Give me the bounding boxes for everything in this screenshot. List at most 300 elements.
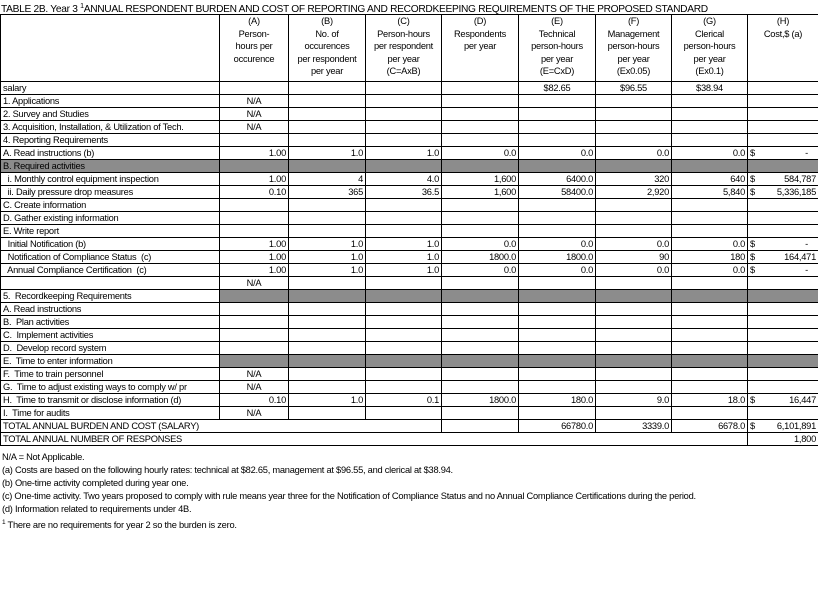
- table-row: [1, 303, 818, 316]
- table-row: [1, 342, 818, 355]
- column-header-line: (Ex0.1): [695, 66, 724, 77]
- table-cell: [442, 134, 519, 147]
- table-row: [1, 355, 818, 368]
- table-cell: [289, 355, 366, 368]
- row-label: H. Time to transmit or disclose information (d): [1, 394, 220, 407]
- table-cell: [220, 342, 289, 355]
- row-label: B. Required activities: [1, 160, 220, 173]
- table-cell: [596, 277, 672, 290]
- table-cell: [366, 329, 442, 342]
- row-label: 3. Acquisition, Installation, & Utilization of Tech.: [1, 121, 220, 134]
- table-cell: 4: [289, 173, 366, 186]
- note-line: (c) One-time activity. Two years proposed to comply with rule means year three for the Notification of Compliance Status and no Annual Compliance Certifications during the period.: [2, 491, 696, 502]
- column-header: [596, 15, 672, 82]
- table-cell: 1.0: [289, 147, 366, 160]
- table-cell: [672, 407, 748, 420]
- footnote-mark: 1: [2, 519, 6, 527]
- table-cell: [748, 381, 818, 394]
- table-cell: 0.0: [596, 238, 672, 251]
- table-cell: [366, 303, 442, 316]
- table-cell: [220, 82, 289, 95]
- row-label: G. Time to adjust existing ways to comply w/ pr: [1, 381, 220, 394]
- table-cell: 0.0: [596, 147, 672, 160]
- row-label: C. Implement activities: [1, 329, 220, 342]
- table-cell: [596, 160, 672, 173]
- table-cell: [596, 225, 672, 238]
- total-cost-value: 6,101,891: [776, 421, 816, 431]
- table-cell: [519, 316, 596, 329]
- table-cell: [519, 407, 596, 420]
- column-header: [220, 15, 289, 82]
- table-cell: 0.0: [672, 264, 748, 277]
- column-header-line: Management: [607, 28, 660, 39]
- table-cell: 2,920: [596, 186, 672, 199]
- total-burden-label: TOTAL ANNUAL BURDEN AND COST (SALARY): [1, 420, 442, 433]
- column-header-line: person-hours: [683, 41, 736, 52]
- table-cell: [672, 303, 748, 316]
- column-header-line: person-hours: [531, 41, 583, 52]
- table-cell: [442, 82, 519, 95]
- table-cell: [366, 277, 442, 290]
- table-cell: [672, 134, 748, 147]
- table-row: [1, 173, 818, 186]
- total-responses-row: [1, 433, 818, 446]
- table-cell: [519, 342, 596, 355]
- table-cell: 1.0: [289, 394, 366, 407]
- column-header-line: Clerical: [695, 28, 724, 39]
- table-cell: [596, 290, 672, 303]
- table-cell: [366, 381, 442, 394]
- table-cell: N/A: [220, 277, 289, 290]
- column-header: [748, 15, 818, 82]
- table-cell: [748, 225, 818, 238]
- table-cell: [748, 160, 818, 173]
- cost-value: -: [805, 148, 808, 158]
- table-cell: [672, 121, 748, 134]
- column-header-line: (H): [776, 16, 790, 26]
- table-cell: 0.0: [596, 264, 672, 277]
- row-label: E. Write report: [1, 225, 220, 238]
- table-cell: [519, 199, 596, 212]
- table-row: [1, 95, 818, 108]
- table-cell: [366, 290, 442, 303]
- table-cell: [289, 381, 366, 394]
- cost-value: 584,787: [784, 174, 816, 184]
- table-notes: [2, 451, 696, 533]
- column-header-line: No. of: [315, 28, 339, 39]
- row-label: D. Develop record system: [1, 342, 220, 355]
- table-cell: 1.00: [220, 251, 289, 264]
- table-row: [1, 134, 818, 147]
- table-cell: [289, 290, 366, 303]
- table-cell: [366, 407, 442, 420]
- table-row: [1, 277, 818, 290]
- table-cell: [289, 160, 366, 173]
- table-cell: [748, 238, 818, 251]
- table-cell: 4.0: [366, 173, 442, 186]
- column-header-line: per year: [540, 53, 574, 64]
- title-prefix: TABLE 2B. Year 3: [1, 4, 78, 15]
- table-cell: [596, 355, 672, 368]
- currency-symbol: $: [750, 395, 755, 405]
- table-row: [1, 147, 818, 160]
- table-cell: [519, 277, 596, 290]
- table-cell: 6400.0: [519, 173, 596, 186]
- table-cell: [366, 160, 442, 173]
- row-label: ii. Daily pressure drop measures: [1, 186, 220, 199]
- cost-value: 16,447: [789, 395, 816, 405]
- table-cell: 365: [289, 186, 366, 199]
- table-cell: 1800.0: [442, 394, 519, 407]
- table-cell: [672, 355, 748, 368]
- column-header-line: per year: [310, 66, 344, 77]
- table-cell: [748, 134, 818, 147]
- total-tech-hours: 66780.0: [519, 420, 596, 433]
- table-cell: [519, 95, 596, 108]
- table-cell: 1.0: [366, 238, 442, 251]
- table-row: [1, 407, 818, 420]
- table-cell: [442, 420, 519, 433]
- column-header-line: person-hours: [607, 41, 660, 52]
- row-label: 1. Applications: [1, 95, 220, 108]
- table-cell: [442, 303, 519, 316]
- table-cell: [596, 134, 672, 147]
- table-cell: [366, 212, 442, 225]
- table-cell: [442, 329, 519, 342]
- table-row: [1, 121, 818, 134]
- table-cell: [748, 303, 818, 316]
- footnote-line: [2, 516, 696, 532]
- row-label: Annual Compliance Certification (c): [1, 264, 220, 277]
- cost-value: -: [805, 239, 808, 249]
- table-cell: [748, 316, 818, 329]
- column-header-line: per year: [463, 41, 497, 52]
- table-row: [1, 238, 818, 251]
- table-row: [1, 186, 818, 199]
- row-label: Initial Notification (b): [1, 238, 220, 251]
- table-cell: 58400.0: [519, 186, 596, 199]
- row-label: F. Time to train personnel: [1, 368, 220, 381]
- table-cell: 9.0: [596, 394, 672, 407]
- table-cell: [366, 95, 442, 108]
- column-header-line: Person-hours: [377, 28, 430, 39]
- table-cell: [289, 303, 366, 316]
- table-cell: [442, 355, 519, 368]
- column-header: [366, 15, 442, 82]
- table-cell: [519, 381, 596, 394]
- row-label: C. Create information: [1, 199, 220, 212]
- table-cell: [220, 160, 289, 173]
- column-header-line: per respondent: [373, 41, 434, 52]
- row-label: B. Plan activities: [1, 316, 220, 329]
- cost-value: 5,336,185: [776, 187, 816, 197]
- table-cell: 1.0: [289, 238, 366, 251]
- table-cell: [672, 160, 748, 173]
- table-cell: [442, 225, 519, 238]
- table-cell: [366, 342, 442, 355]
- table-cell: [220, 212, 289, 225]
- table-cell: [672, 368, 748, 381]
- table-cell: 1.0: [289, 264, 366, 277]
- table-cell: [289, 225, 366, 238]
- table-cell: [596, 95, 672, 108]
- table-cell: [748, 147, 818, 160]
- table-cell: $38.94: [672, 82, 748, 95]
- table-cell: [366, 108, 442, 121]
- total-cost: [748, 420, 818, 433]
- table-row: [1, 82, 818, 95]
- row-label: Notification of Compliance Status (c): [1, 251, 220, 264]
- note-line: (a) Costs are based on the following hourly rates: technical at $82.65, management at $96.55, and clerical at $38.94.: [2, 465, 453, 476]
- table-cell: 0.10: [220, 394, 289, 407]
- column-header-line: (B): [321, 16, 333, 26]
- table-cell: [519, 368, 596, 381]
- cost-value: 164,471: [784, 252, 816, 262]
- table-cell: [289, 407, 366, 420]
- table-cell: 1.00: [220, 264, 289, 277]
- table-cell: [596, 108, 672, 121]
- table-cell: [366, 134, 442, 147]
- table-cell: [220, 329, 289, 342]
- table-cell: [596, 342, 672, 355]
- table-cell: [442, 381, 519, 394]
- table-row: [1, 160, 818, 173]
- table-cell: [596, 199, 672, 212]
- table-cell: [748, 394, 818, 407]
- table-cell: 1800.0: [519, 251, 596, 264]
- currency-symbol: $: [750, 174, 755, 184]
- table-cell: 0.0: [672, 238, 748, 251]
- table-row: [1, 108, 818, 121]
- table-cell: [748, 108, 818, 121]
- table-cell: [366, 225, 442, 238]
- column-header-line: (C): [397, 16, 410, 26]
- table-cell: 0.0: [672, 147, 748, 160]
- table-cell: [519, 212, 596, 225]
- table-cell: [748, 407, 818, 420]
- table-cell: 1.0: [366, 251, 442, 264]
- table-cell: 180.0: [519, 394, 596, 407]
- row-label: 4. Reporting Requirements: [1, 134, 220, 147]
- table-cell: [220, 290, 289, 303]
- row-label: salary: [1, 82, 220, 95]
- table-cell: [748, 121, 818, 134]
- header-row: [1, 15, 818, 82]
- table-cell: [220, 355, 289, 368]
- table-cell: [596, 121, 672, 134]
- table-cell: [220, 199, 289, 212]
- table-cell: [442, 368, 519, 381]
- row-label: 2. Survey and Studies: [1, 108, 220, 121]
- table-row: [1, 199, 818, 212]
- column-header-line: per year: [387, 53, 420, 64]
- column-header-line: hours per: [235, 41, 273, 52]
- table-cell: 1.00: [220, 173, 289, 186]
- row-label: E. Time to enter information: [1, 355, 220, 368]
- table-cell: [366, 121, 442, 134]
- table-cell: N/A: [220, 108, 289, 121]
- table-cell: [596, 316, 672, 329]
- table-cell: [289, 108, 366, 121]
- table-cell: 0.0: [519, 264, 596, 277]
- row-label: i. Monthly control equipment inspection: [1, 173, 220, 186]
- table-cell: [519, 225, 596, 238]
- table-cell: [748, 212, 818, 225]
- table-cell: [748, 355, 818, 368]
- column-header-line: (A): [248, 16, 260, 26]
- table-cell: 0.0: [442, 264, 519, 277]
- table-cell: [366, 82, 442, 95]
- column-header-line: (Ex0.05): [616, 66, 651, 77]
- table-cell: N/A: [220, 121, 289, 134]
- table-cell: [672, 316, 748, 329]
- table-cell: 18.0: [672, 394, 748, 407]
- table-cell: 640: [672, 173, 748, 186]
- table-cell: [442, 342, 519, 355]
- table-cell: [442, 316, 519, 329]
- row-label: A. Read instructions: [1, 303, 220, 316]
- table-row: [1, 368, 818, 381]
- table-cell: $96.55: [596, 82, 672, 95]
- table-cell: 0.0: [519, 147, 596, 160]
- table-cell: [366, 355, 442, 368]
- table-cell: [289, 212, 366, 225]
- table-cell: [748, 186, 818, 199]
- table-cell: [442, 407, 519, 420]
- table-cell: [442, 212, 519, 225]
- table-cell: [442, 160, 519, 173]
- table-cell: [220, 225, 289, 238]
- table-cell: [672, 199, 748, 212]
- table-cell: [748, 264, 818, 277]
- table-cell: [519, 160, 596, 173]
- table-cell: 0.1: [366, 394, 442, 407]
- table-cell: [672, 342, 748, 355]
- table-cell: 180: [672, 251, 748, 264]
- row-label: 5. Recordkeeping Requirements: [1, 290, 220, 303]
- table-cell: [442, 95, 519, 108]
- table-cell: [596, 407, 672, 420]
- table-cell: 1,600: [442, 186, 519, 199]
- table-cell: [220, 316, 289, 329]
- column-header-line: Cost,$ (a): [763, 28, 803, 39]
- table-cell: [748, 95, 818, 108]
- column-header: [289, 15, 366, 82]
- total-responses-label: TOTAL ANNUAL NUMBER OF RESPONSES: [1, 433, 748, 446]
- table-cell: [220, 134, 289, 147]
- table-cell: [519, 121, 596, 134]
- table-cell: [748, 368, 818, 381]
- table-cell: N/A: [220, 407, 289, 420]
- table-cell: [672, 381, 748, 394]
- table-cell: [289, 316, 366, 329]
- table-cell: [289, 368, 366, 381]
- table-cell: 1.0: [366, 264, 442, 277]
- table-row: [1, 212, 818, 225]
- table-cell: 1.00: [220, 238, 289, 251]
- note-line: N/A = Not Applicable.: [2, 452, 85, 462]
- column-header-line: (D): [473, 16, 487, 26]
- table-cell: [748, 342, 818, 355]
- table-cell: [748, 173, 818, 186]
- table-cell: [289, 277, 366, 290]
- table-cell: [289, 95, 366, 108]
- column-header-line: (C=AxB): [386, 66, 421, 77]
- column-header-line: Technical: [538, 28, 576, 39]
- table-cell: N/A: [220, 368, 289, 381]
- currency-symbol: $: [750, 421, 755, 431]
- table-cell: [519, 290, 596, 303]
- row-label: [1, 277, 220, 290]
- table-cell: [672, 108, 748, 121]
- column-header: [519, 15, 596, 82]
- table-cell: [596, 368, 672, 381]
- table-cell: 1800.0: [442, 251, 519, 264]
- column-header: [672, 15, 748, 82]
- title-footnote-mark: 1: [80, 3, 84, 10]
- table-cell: [596, 303, 672, 316]
- table-cell: $82.65: [519, 82, 596, 95]
- table-cell: [672, 212, 748, 225]
- currency-symbol: $: [750, 148, 755, 158]
- header-blank: [1, 15, 220, 82]
- table-row: [1, 316, 818, 329]
- column-header-line: per year: [617, 53, 650, 64]
- table-cell: N/A: [220, 381, 289, 394]
- table-cell: 320: [596, 173, 672, 186]
- column-header-line: (F): [627, 16, 640, 26]
- total-responses-value: 1,800: [748, 433, 818, 446]
- table-cell: [366, 368, 442, 381]
- column-header-line: occurence: [233, 53, 275, 64]
- table-cell: [596, 329, 672, 342]
- footnote-text: There are no requirements for year 2 so the burden is zero.: [5, 520, 237, 531]
- total-cler-hours: 6678.0: [672, 420, 748, 433]
- table-cell: [289, 121, 366, 134]
- row-label: A. Read instructions (b): [1, 147, 220, 160]
- table-cell: [748, 290, 818, 303]
- note-line: (b) One-time activity completed during year one.: [2, 478, 189, 489]
- table-row: [1, 251, 818, 264]
- row-label: D. Gather existing information: [1, 212, 220, 225]
- column-header-line: (E): [551, 16, 563, 26]
- column-header-line: Respondents: [453, 28, 507, 39]
- table-cell: [519, 134, 596, 147]
- column-header: [442, 15, 519, 82]
- table-cell: [442, 121, 519, 134]
- table-cell: [596, 212, 672, 225]
- note-line: (d) Information related to requirements under 4B.: [2, 504, 192, 515]
- table-cell: [596, 381, 672, 394]
- column-header-line: (G): [703, 16, 716, 26]
- table-row: [1, 264, 818, 277]
- table-row: [1, 381, 818, 394]
- table-cell: 0.0: [442, 238, 519, 251]
- total-mgmt-hours: 3339.0: [596, 420, 672, 433]
- table-cell: [442, 108, 519, 121]
- currency-symbol: $: [750, 252, 755, 262]
- table-cell: [442, 290, 519, 303]
- table-cell: [289, 82, 366, 95]
- table-cell: [519, 303, 596, 316]
- table-cell: 0.0: [442, 147, 519, 160]
- table-cell: 1.0: [289, 251, 366, 264]
- table-cell: [672, 329, 748, 342]
- table-cell: 5,840: [672, 186, 748, 199]
- column-header-line: (E=CxD): [539, 66, 575, 77]
- table-cell: 1.0: [366, 147, 442, 160]
- table-cell: [220, 303, 289, 316]
